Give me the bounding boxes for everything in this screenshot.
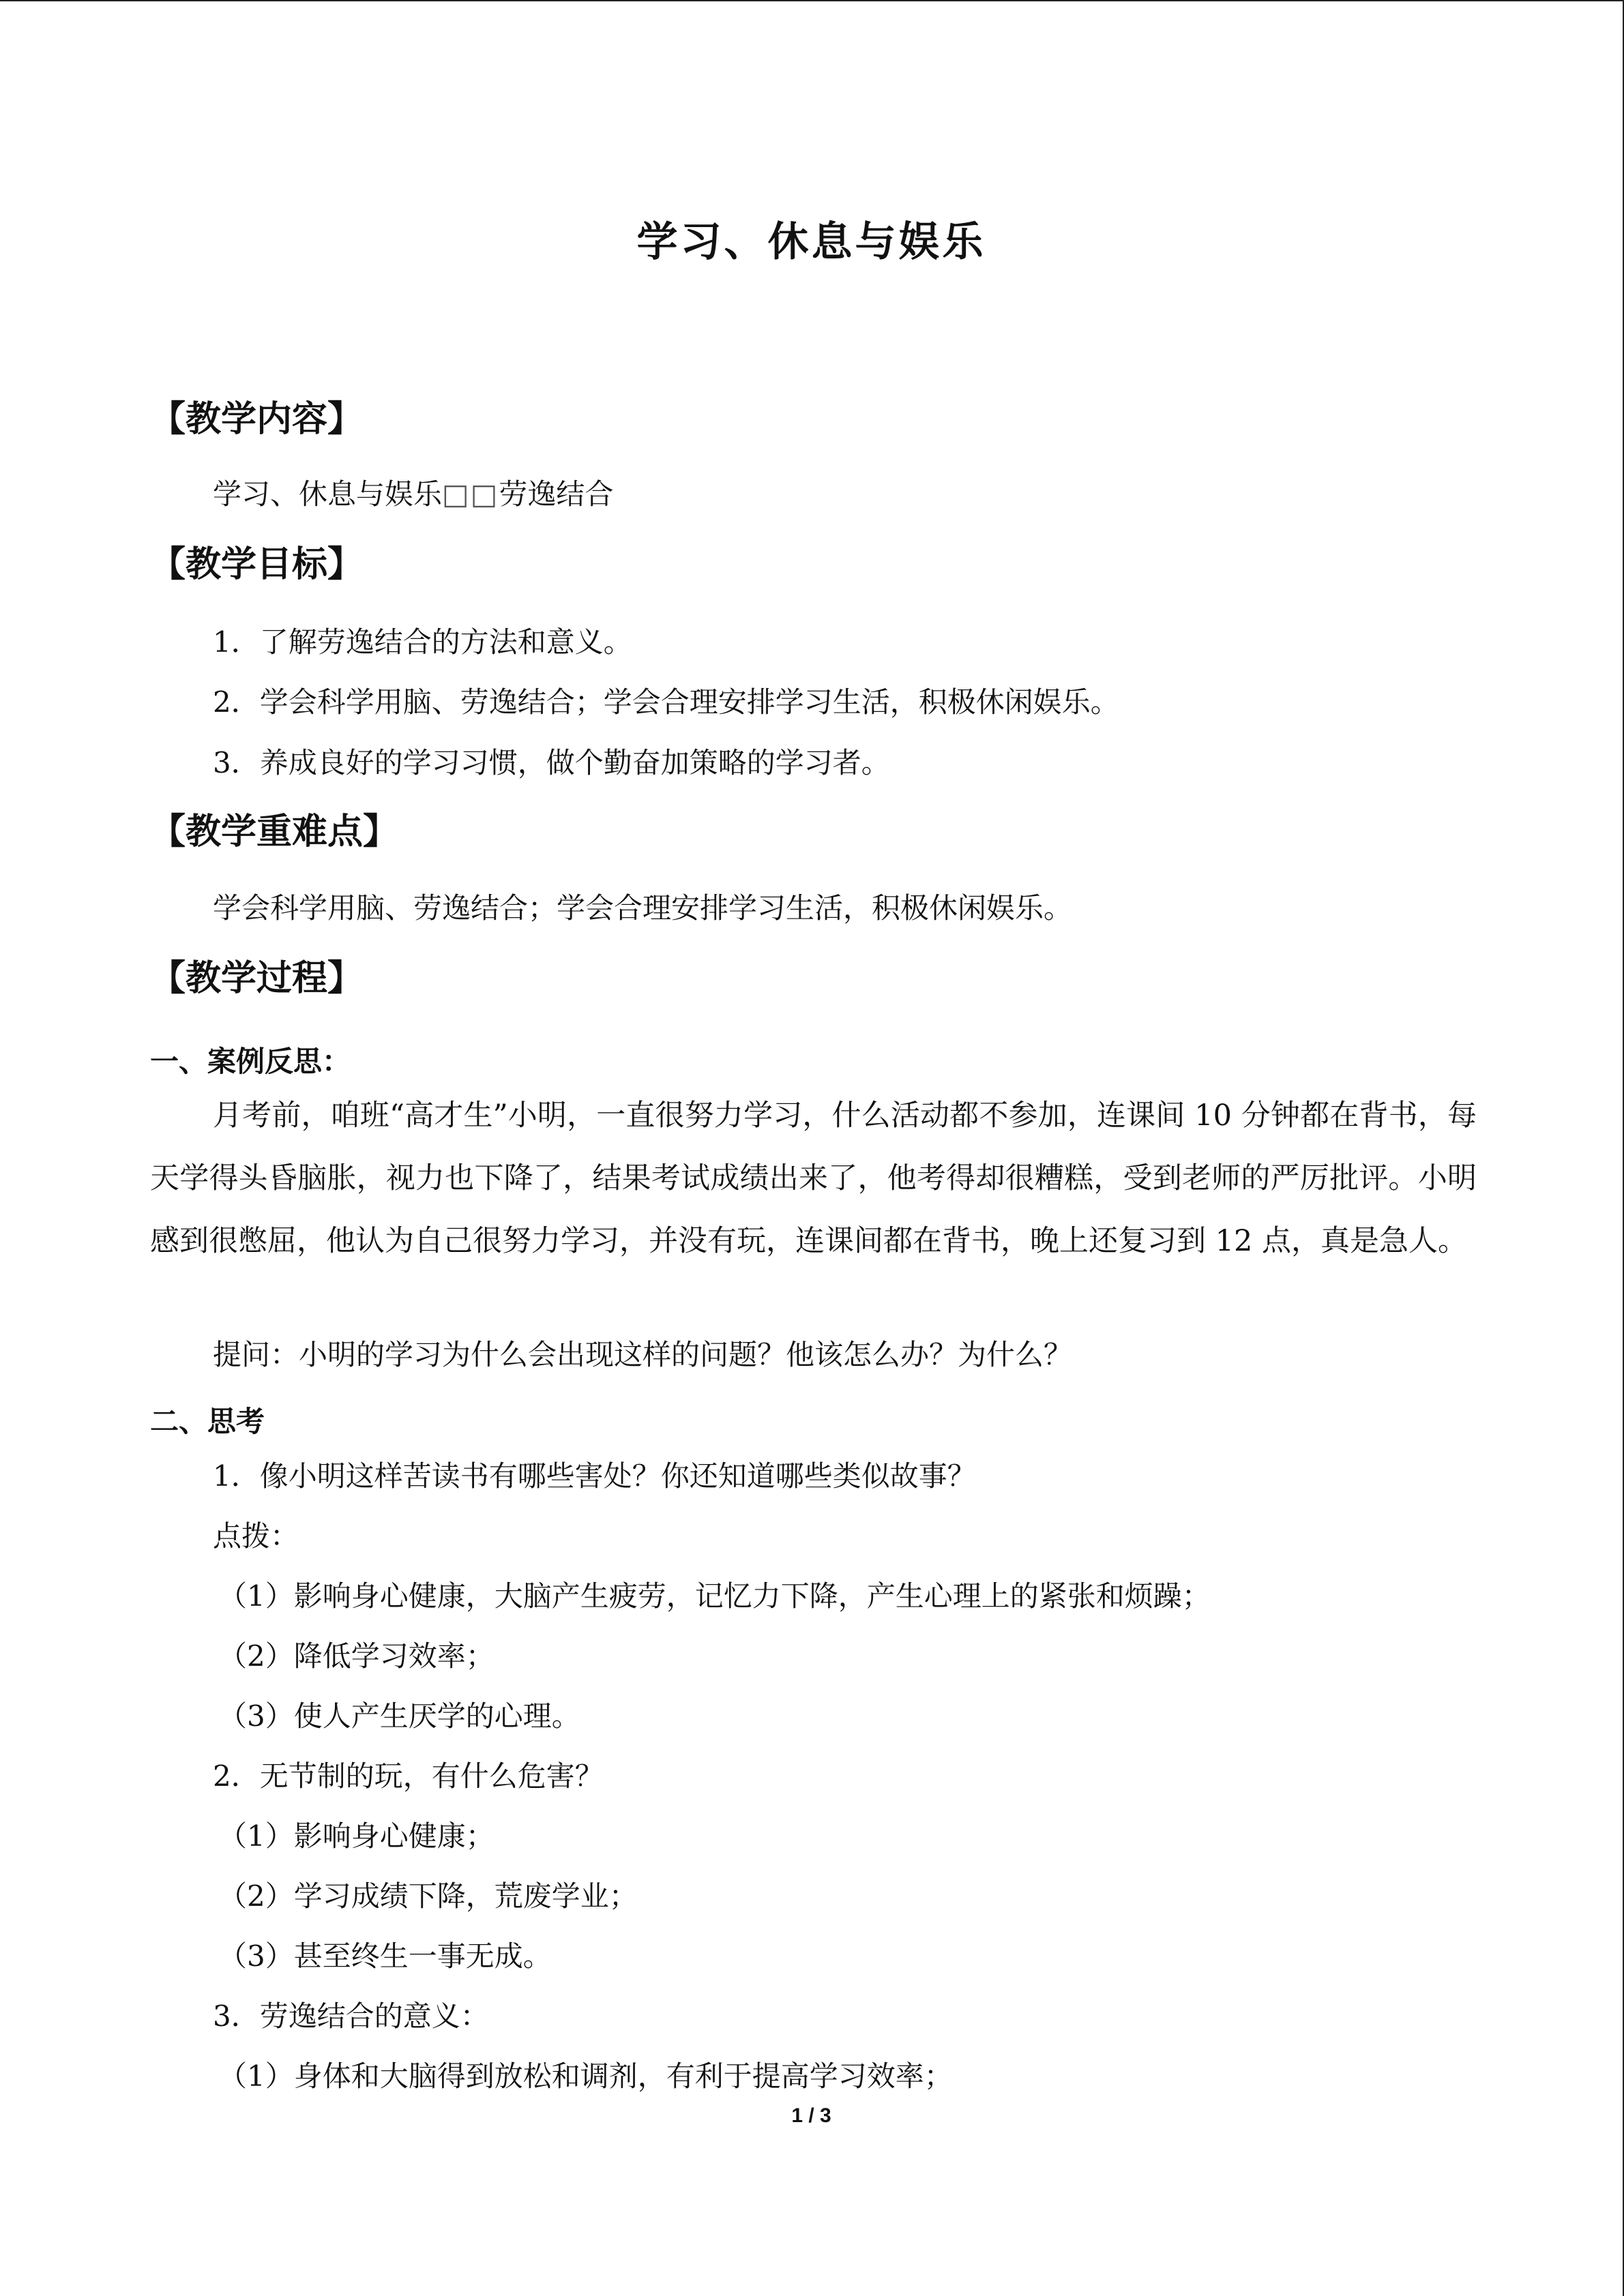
- content-text-before: 学习、休息与娱乐: [213, 477, 443, 511]
- placeholder-glyphs: □□: [442, 477, 499, 511]
- key-points-text: 学会科学用脑、劳逸结合；学会合理安排学习生活，积极休闲娱乐。: [213, 891, 1073, 925]
- q3-answer-1: （1）身体和大脑得到放松和调剂，有利于提高学习效率；: [218, 2059, 953, 2093]
- document-title: 学习、休息与娱乐: [636, 218, 986, 266]
- q1-answer-2: （2）降低学习效率；: [218, 1639, 494, 1673]
- case-paragraph: 月考前，咱班“高才生”小明，一直很努力学习，什么活动都不参加，连课间 10 分钟都在背书，每天学得头昏脑胀，视力也下降了，结果考试成绩出来了，他考得却很糟糕，受到老师的严厉批评。小明感到很憋屈，他认为自己很努力学习，并没有玩，连课间都在背书，晚上还复习到 12 点，真是急人。: [150, 1099, 1477, 1258]
- section-heading-key-points: 【教学重难点】: [150, 811, 399, 852]
- question-1: 1．像小明这样苦读书有哪些害处？你还知道哪些类似故事？: [213, 1459, 976, 1493]
- case-question: 提问：小明的学习为什么会出现这样的问题？他该怎么办？为什么？: [213, 1338, 1073, 1371]
- part2-heading: 二、思考: [150, 1405, 265, 1438]
- q2-answer-1: （1）影响身心健康；: [218, 1819, 494, 1853]
- part1-heading: 一、案例反思：: [150, 1045, 351, 1078]
- q2-answer-2: （2）学习成绩下降，荒废学业；: [218, 1879, 638, 1913]
- page-number: 1 / 3: [791, 2104, 831, 2127]
- question-3: 3．劳逸结合的意义：: [213, 1999, 489, 2033]
- q1-answer-1: （1）影响身心健康，大脑产生疲劳，记忆力下降，产生心理上的紧张和烦躁；: [218, 1579, 1211, 1613]
- hint-label: 点拨：: [213, 1519, 299, 1553]
- question-2: 2．无节制的玩，有什么危害？: [213, 1759, 604, 1793]
- content-text: [213, 477, 613, 511]
- goal-item-2: 2．学会科学用脑、劳逸结合；学会合理安排学习生活，积极休闲娱乐。: [213, 685, 1119, 719]
- section-heading-content: 【教学内容】: [150, 399, 364, 440]
- section-heading-process: 【教学过程】: [150, 958, 364, 999]
- q2-answer-3: （3）甚至终生一事无成。: [218, 1939, 552, 1973]
- q1-answer-3: （3）使人产生厌学的心理。: [218, 1699, 580, 1733]
- content-text-after: 劳逸结合: [499, 477, 614, 511]
- section-heading-goals: 【教学目标】: [150, 544, 364, 585]
- goal-item-3: 3．养成良好的学习习惯，做个勤奋加策略的学习者。: [213, 746, 890, 779]
- goal-item-1: 1．了解劳逸结合的方法和意义。: [213, 625, 632, 659]
